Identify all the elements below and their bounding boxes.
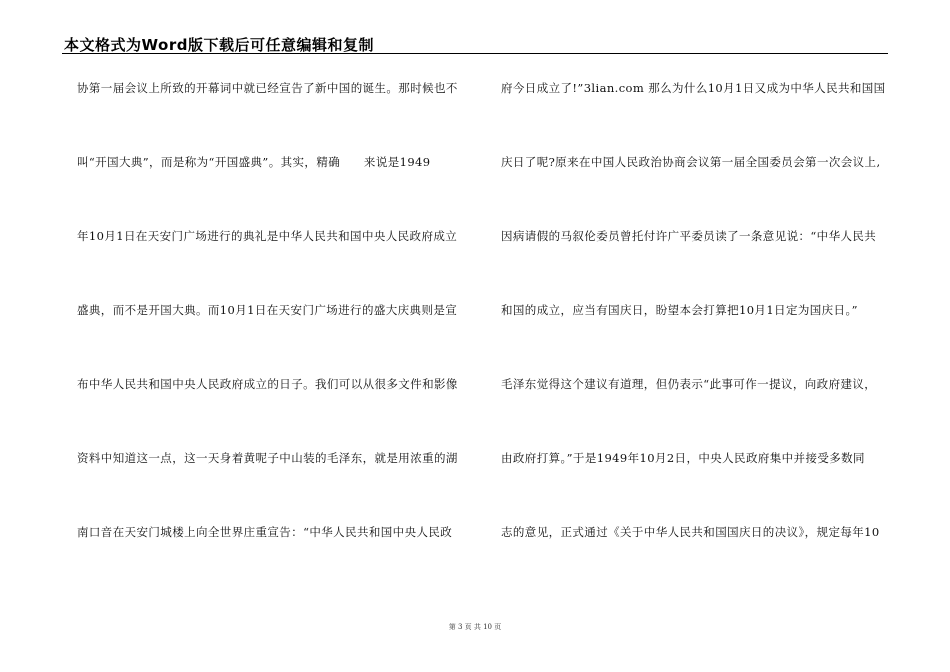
page-number-footer: 第 3 页 共 10 页 [448, 623, 502, 631]
text-line: 协第一届会议上所致的开幕词中就已经宣告了新中国的诞生。那时候也不 [77, 81, 458, 95]
text-line: 庆日了呢?原来在中国人民政治协商会议第一届全国委员会第一次会议上, [501, 155, 881, 169]
text-line: 和国的成立，应当有国庆日，盼望本会打算把10月1日定为国庆日。” [501, 303, 858, 317]
document-header-title: 本文格式为Word版下载后可任意编辑和复制 [64, 36, 374, 54]
text-line: 盛典，而不是开国大典。而10月1日在天安门广场进行的盛大庆典则是宣 [77, 303, 458, 317]
text-line: 因病请假的马叙伦委员曾托付许广平委员读了一条意见说：“中华人民共 [501, 229, 877, 243]
text-line: 志的意见，正式通过《关于中华人民共和国国庆日的决议》，规定每年10 [501, 525, 880, 539]
text-line: 年10月1日在天安门广场进行的典礼是中华人民共和国中央人民政府成立 [77, 229, 458, 243]
text-line: 府今日成立了!”3lian.com 那么为什么10月1日又成为中华人民共和国国 [501, 81, 886, 95]
text-line: 由政府打算。”于是1949年10月2日，中央人民政府集中并接受多数同 [501, 451, 865, 465]
header-divider [62, 53, 888, 54]
text-line: 叫“开国大典”，而是称为“开国盛典”。其实，精确 来说是1949 [77, 155, 431, 169]
text-line: 南口音在天安门城楼上向全世界庄重宣告：“中华人民共和国中央人民政 [77, 525, 453, 539]
text-line: 布中华人民共和国中央人民政府成立的日子。我们可以从很多文件和影像 [77, 377, 458, 391]
text-line: 毛泽东觉得这个建议有道理，但仍表示“此事可作一提议，向政府建议， [501, 377, 877, 391]
text-line: 资料中知道这一点，这一天身着黄呢子中山装的毛泽东，就是用浓重的湖 [77, 451, 458, 465]
